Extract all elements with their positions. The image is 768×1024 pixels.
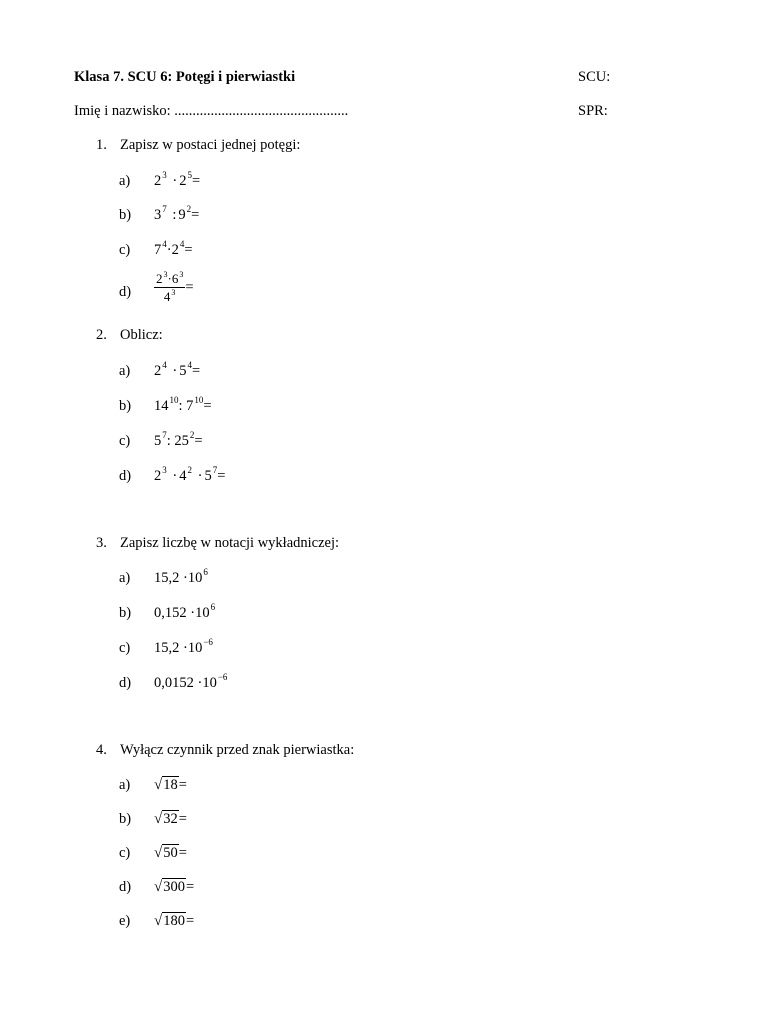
q4b-expression: √32= bbox=[154, 811, 187, 827]
q4d-expression: √300= bbox=[154, 879, 195, 895]
q3c-label: c) bbox=[119, 640, 131, 656]
q3d-expression: $0,0152 \cdot 10^{-6}$ bbox=[154, 672, 228, 691]
q2a-label: a) bbox=[119, 363, 131, 379]
sqrt-icon: √ bbox=[154, 879, 163, 895]
q4c-label: c) bbox=[119, 845, 131, 861]
scu-label: SCU: bbox=[578, 69, 611, 85]
q4a-expression: √18= bbox=[154, 777, 187, 793]
q1a-expression: $2^3 \cdot 2^5=$ bbox=[154, 170, 201, 189]
q4e-expression: √180= bbox=[154, 913, 195, 929]
q2-number: 2. bbox=[96, 327, 107, 343]
q3a-label: a) bbox=[119, 570, 131, 586]
q2c-expression: $5^7$: $25^2=$ bbox=[154, 430, 203, 449]
spr-label: SPR: bbox=[578, 103, 608, 119]
q1c-label: c) bbox=[119, 242, 131, 258]
q3b-label: b) bbox=[119, 605, 132, 621]
q4a-label: a) bbox=[119, 777, 131, 793]
worksheet-title: Klasa 7. SCU 6: Potęgi i pierwiastki bbox=[74, 69, 296, 85]
q3c-expression: $15,2 \cdot 10^{-6}$ bbox=[154, 637, 213, 656]
name-field-label: Imię i nazwisko: ................................................ bbox=[74, 103, 349, 119]
q2c-label: c) bbox=[119, 433, 131, 449]
q2-instruction: Oblicz: bbox=[120, 327, 163, 343]
q1c-expression: $7^4\cdot 2^4=$ bbox=[154, 239, 193, 258]
q1d-label: d) bbox=[119, 284, 132, 300]
q3d-label: d) bbox=[119, 675, 132, 691]
q2b-expression: $14^{10}$: $7^{10}=$ bbox=[154, 395, 212, 414]
q3b-expression: $0,152 \cdot 10^6$ bbox=[154, 602, 216, 621]
q1-number: 1. bbox=[96, 137, 107, 153]
q1d-fraction: $\frac{2^3\cdot 6^3}{4^3}$ bbox=[156, 270, 184, 304]
q4e-label: e) bbox=[119, 913, 131, 929]
q2b-label: b) bbox=[119, 398, 132, 414]
q1a-label: a) bbox=[119, 173, 131, 189]
q1d-expression: $\frac{2^3\cdot 6^3}{4^3}$ = bbox=[156, 270, 194, 304]
sqrt-icon: √ bbox=[154, 777, 163, 793]
q1b-label: b) bbox=[119, 207, 132, 223]
sqrt-icon: √ bbox=[154, 811, 163, 827]
q2d-label: d) bbox=[119, 468, 132, 484]
q2a-expression: $2^4 \cdot 5^4=$ bbox=[154, 360, 201, 379]
q3-instruction: Zapisz liczbę w notacji wykładniczej: bbox=[120, 535, 340, 551]
q4-number: 4. bbox=[96, 742, 107, 758]
q4-instruction: Wyłącz czynnik przed znak pierwiastka: bbox=[120, 742, 355, 758]
q3-number: 3. bbox=[96, 535, 107, 551]
q1b-expression: $3^7$ : $9^2=$ bbox=[154, 204, 200, 223]
q3a-expression: $15,2 \cdot 10^6$ bbox=[154, 567, 208, 586]
q1-instruction: Zapisz w postaci jednej potęgi: bbox=[120, 137, 301, 153]
sqrt-icon: √ bbox=[154, 913, 163, 929]
q4d-label: d) bbox=[119, 879, 132, 895]
q2d-expression: $2^3 \cdot 4^2 \cdot 5^7=$ bbox=[154, 465, 226, 484]
q4c-expression: √50= bbox=[154, 845, 187, 861]
sqrt-icon: √ bbox=[154, 845, 163, 861]
q4b-label: b) bbox=[119, 811, 132, 827]
